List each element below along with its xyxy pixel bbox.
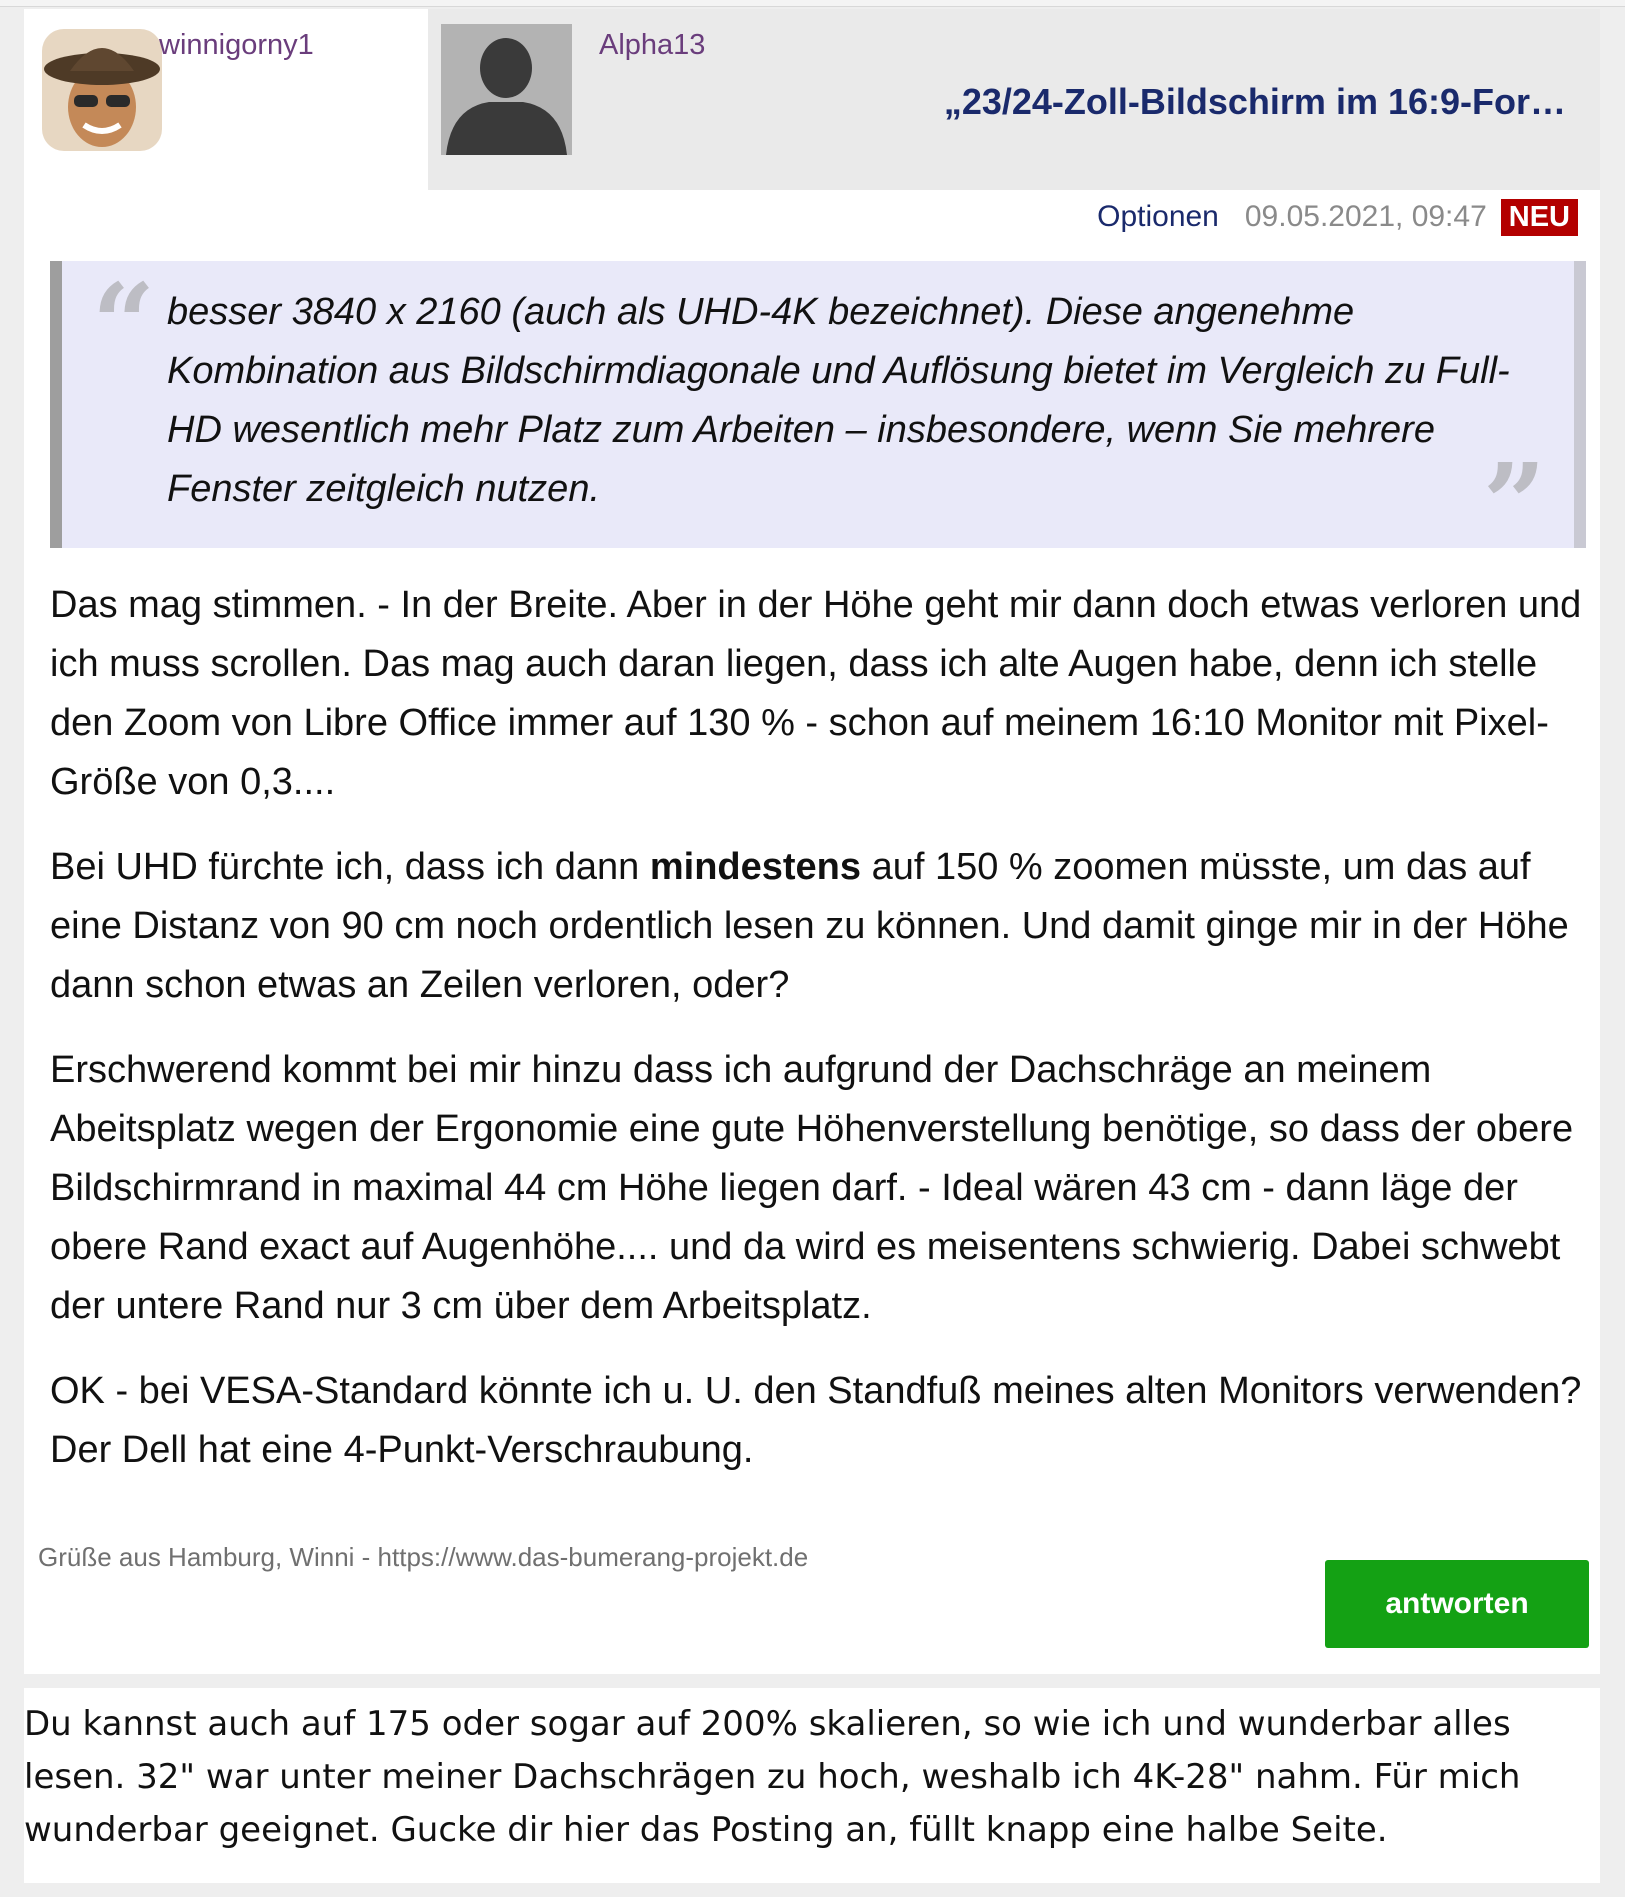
reply-button[interactable]: antworten — [1325, 1560, 1589, 1648]
post-date: 09.05.2021, 09:47 — [1244, 200, 1487, 233]
paragraph-text: auf 150 % zoomen müsste, um das auf eine Distanz von 90 cm noch ordentlich lesen zu können. Und damit ginge mir in der Höhe dann schon etwas an Zeilen verloren, oder? — [50, 846, 1569, 1006]
browser-top-edge — [0, 0, 1625, 7]
quote-block — [50, 259, 1586, 568]
close-quote-icon: ” — [1482, 439, 1546, 568]
options-link[interactable]: Optionen — [1097, 200, 1219, 233]
post-paragraph: OK - bei VESA-Standard könnte ich u. U. den Standfuß meines alten Monitors verwenden? Der Dell hat eine 4-Punkt-Verschraubung. — [50, 1370, 1582, 1471]
annotation-text: Du kannst auch auf 175 oder sogar auf 200% skalieren, so wie ich und wunderbar alles lesen. 32" war unter meiner Dachschrägen zu hoch, weshalb ich 4K-28" nahm. Für mich wunderbar geeignet. Gucke dir hier das Posting an, füllt knapp eine halbe Seite. — [24, 1704, 1521, 1850]
annotation-note — [24, 1688, 1600, 1883]
thread-title-link[interactable]: „23/24-Zoll-Bildschirm im 16:9-For… — [943, 81, 1566, 122]
author-username[interactable]: winnigorny1 — [159, 29, 314, 61]
reply-to-username[interactable]: Alpha13 — [599, 29, 706, 61]
post-paragraph: Das mag stimmen. - In der Breite. Aber in der Höhe geht mir dann doch etwas verloren und ich muss scrollen. Das mag auch daran liegen, dass ich alte Augen habe, denn ich stelle den Zoom von Libre Office immer auf 130 % - schon auf meinem 16:10 Monitor mit Pixel-Größe von 0,3.... — [50, 584, 1582, 803]
post-meta — [1097, 197, 1578, 237]
signature: Grüße aus Hamburg, Winni - https://www.das-bumerang-projekt.de — [38, 1542, 809, 1572]
author-avatar[interactable] — [42, 29, 162, 151]
new-badge: NEU — [1501, 199, 1578, 236]
post-paragraph: Erschwerend kommt bei mir hinzu dass ich aufgrund der Dachschräge an meinem Abeitsplatz wegen der Ergonomie eine gute Höhenverstellung benötige, so dass der obere Bildschirmrand in maximal 44 cm Höhe liegen darf. - Ideal wären 43 cm - dann läge der obere Rand exact auf Augenhöhe.... und da wird es meisentens schwierig. Dabei schwebt der untere Rand nur 3 cm über dem Arbeitsplatz. — [50, 1049, 1574, 1327]
forum-post — [24, 9, 1600, 1674]
post-body — [50, 576, 1586, 1506]
emphasis-text: mindestens — [649, 846, 862, 888]
paragraph-text: Bei UHD fürchte ich, dass ich dann — [50, 846, 650, 888]
open-quote-icon: “ — [92, 259, 156, 388]
quote-text: besser 3840 x 2160 (auch als UHD-4K bezeichnet). Diese angenehme Kombination aus Bildschirmdiagonale und Auflösung bietet im Vergleich zu Full-HD wesentlich mehr Platz zum Arbeiten – insbesondere, wenn Sie mehrere Fenster zeitgleich nutzen. — [167, 291, 1510, 510]
post-paragraph — [50, 838, 1586, 1015]
default-user-avatar-icon[interactable] — [441, 24, 572, 155]
